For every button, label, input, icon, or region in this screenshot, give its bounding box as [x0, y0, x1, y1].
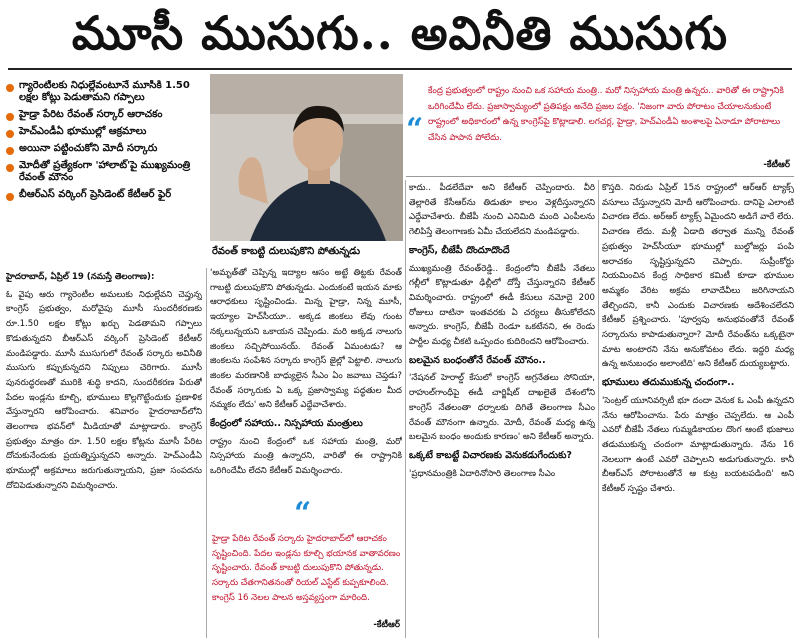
bullet-dot-icon [6, 193, 14, 201]
column-divider [206, 268, 207, 638]
column-4-text-2: 'సెంట్రల్ యూనివర్సిటీ భూ దందా వెనుక ఓ ఎంపీ ఉన్నదని నేను ఆరోపించాను. పేరు మాత్రం చెప్పలేదు. ఆ ఎంపీ ఎవరో బీజేపీ నేతలు గుమ్మడికాయల దొంగ ఆంటే భుజాలు తడుముకున్న చందంగా మాట్లాడుతున్నారు. నేను 16 నెలలుగా ఉంటే ఎవరో చెప్పాలని అడుగుతున్నారు. కానీ బీఆర్ఎస్ పోరాటంతోనే ఆ కుట్ర బయటపడింది' అని కేటీఆర్ స్పష్టం చేశారు. [602, 395, 794, 495]
top-quote-text: కేంద్ర ప్రభుత్వంలో రాష్ట్రం నుంచి ఒక సహాయ మంత్రి.. మరో నిస్సహాయ మంత్రి ఉన్నరు.. వారితో ఈ రాష్ట్రానికి ఒరిగిందేమీ లేదు. ప్రజాస్వామ్యంలో ప్రతిపక్షం అనేది ప్రజల పక్షం. 'నిజంగా వారు పోరాటం చేయాలనుకుంటే రాష్ట్రంలో అధికారంలో ఉన్న కాంగ్రెస్‌పై కొట్లాడాలి. లగచర్ల, హైడ్రా, హెచ్‌ఎండీఏ అంశాలపై ఏనాడూ పోరాటాలు చేసిన పాపాన పోలేదు. [428, 86, 784, 143]
column-3-subhead-1: కాంగ్రెస్, బీజేపీ దొందూదొందే [409, 244, 510, 256]
column-2-quote: 'అమృత్‌తో చెప్పిన్న ఇద్యాల ఆసం అట్టే తిట్టకు రేవంత్ గాబట్టి దులుపుకొని పోతున్నడు. ఎందుకంటే ఇయన మాకు ఆరాధకులు సృష్టించిండు. మిన్న హైడ్రా, నిన్న మూసీ, ఇయ్యాల హెచ్‌సీయూ.. అక్కడ జింకలు లేవు గుంట నక్కలున్నయని ఒకాయన చెప్పిండు. మరి అక్కడ నాలుగు జింకలు సచ్చిపోయినయ్. రేవంత్ ఏమంటడు? ఆ జింకలను సంపేశిన సర్కారు కాంగ్రెస్ జైల్లో పెట్టాలి. నాలుగు జింకల మరణానికి బాధ్యులైన సీఎం ఏం జవాబు చెప్తడు? రేవంత్ సర్కారుకు ఏ ఒక్క ప్రజాస్వామ్య పద్ధతుల మీద నమ్మకం లేదు' అని కేటీఆర్ ఎద్దేవాచేశారు. [210, 268, 402, 411]
column-4-text: కొస్తది. నిరుడు ఏప్రిల్ 15న రాష్ట్రంలో ఆర్‌ఆర్ ట్యాక్స్ వసూలు చేస్తున్నారని మోదీ ఆరోపించారు. దానిపై ఎలాంటి విచారణ లేదు. అర్‌ఆర్ ట్యాక్స్ ఏమైందని అడిగే వారే లేరు. విచారణ లేదు. మళ్లీ ఏడాది తర్వాత మున్ని రేవంత్ ప్రభుత్వం హెచ్‌సీయూ భూముల్లో బుల్డోజర్లు పంపి అరాచకం సృష్టిస్తున్నదని చెప్పారు. సుప్రీంకోర్టు నియమించిన కేంద్ర సాధికార కమిటీ కూడా భూముల అమ్మకం వేరిట అక్రమ లావాదేవీలు జరిగినాయని తేల్చిందని, కానీ ఎందుకు విచారణకు ఆదేశించలేదని కేటీఆర్ ప్రశ్నించారు. 'పూర్వపు అనుభవంతోనే రేవంత్ సర్కారును కాపాడుతున్నారా? మోదీ రేవంత్‌ను ఒక్కటైనా మాట అంటారని నేను అనుకోవటం లేదు. ఇద్దరి మధ్య ఉన్న అనుబంధం అలాంటిది' అని కేటీఆర్ దుయ్యబట్టారు. [602, 183, 794, 370]
column-3-subhead-3: ఒక్కటే కాబట్టే విచారణకు వెనుకడుగేందుకు? [409, 449, 572, 461]
highlight-item: బీఆర్ఎస్ వర్కింగ్ ప్రెసిడెంట్ కేటీఆర్ ఫైర్ [6, 189, 206, 201]
column-3-text-2: ముఖ్యమంత్రి రేవంత్‌రెడ్డి.. కేంద్రంలోని బీజేపీ నేతలు గల్లీలో కొట్లాడుతూ ఢిల్లీలో దోస్తీ చేస్తున్నారని కేటీఆర్ విమర్శించారు. రాష్ట్రంలో ఈడీ కేసులు నమోదై 200 రోజులు దాటినా ఇంతవరకు ఏ చర్యలు తీసుకోలేదని అన్నారు. కాంగ్రెస్, బీజేపీ రెండూ ఒకటేనని, ఈ రెండు పార్టీల మధ్య చీకటి ఒప్పందం కుదిరిందని ఆరోపించారు. [409, 263, 595, 348]
column-4-subhead: భూములు తదుముకున్న చందంగా.. [602, 377, 735, 389]
column-divider [598, 180, 599, 638]
bullet-dot-icon [6, 147, 14, 155]
headline-rule [8, 68, 792, 70]
quote-mark-icon: “ [406, 112, 424, 147]
top-quote-sign: -కేటీఆర్ [763, 160, 790, 170]
column-3-text-3: 'నేషనల్ హెరాల్డ్ కేసులో కాంగ్రెస్ అగ్రనేతలు సోనియా, రాహుల్‌గాంధీపై ఈడీ చార్జిషీట్ దాఖలైతే దేశంలోని కాంగ్రెస్ నేతలంతా ధర్నాలకు దిగితే తెలంగాణ సీఎం రేవంత్ మౌనంగా ఉన్నారు. మోదీ, రేవంత్ మధ్య ఉన్న బలమైన బంధం అందుకు కారణం' అని కేటీఆర్ అన్నారు. [409, 373, 595, 443]
column-divider [405, 180, 406, 638]
column-3-subhead-2: బలమైన బంధంతోనే రేవంత్ మౌనం.. [409, 354, 546, 366]
speaker-photo [210, 74, 403, 241]
top-quote-box [406, 74, 794, 177]
bullet-dot-icon [6, 113, 14, 121]
highlight-item: అయినా పట్టించుకోని మోదీ సర్కారు [6, 143, 206, 155]
quote-mark-icon: “ [294, 496, 312, 531]
article-column-1 [6, 270, 202, 638]
highlight-item: హెచ్‌ఎండీఏ భూముల్లో ఆక్రమాలు [6, 126, 206, 138]
article-column-3 [409, 181, 595, 638]
highlights-list [6, 80, 206, 262]
column-2-text: రాష్ట్రం నుంచి కేంద్రంలో ఒక సహాయ మంత్రి, మరో నిస్సహాయ మంత్రి ఉన్నారని, వారితో ఈ రాష్ట్రానికి ఒరిగిందేమీ లేదని కేటీఆర్ విమర్శించారు. [210, 436, 402, 477]
column-3-text: కాదు.. పీడలేదేవా అని కేటీఆర్ చెప్పిందారు. వీరి తెల్లారితే కేసీఆర్‌ను తిడుతూ కాలం వెళ్లదీస్తున్నారని ఎద్దేవాచేశారు. బీజేపీ నుంచి ఎనిమిది మంది ఎంపీలను గెలిపిస్తే తెలంగాణకు ఏమీ చేయలేదని మండిపడ్డారు. [409, 183, 595, 238]
headline: మూసీ ముసుగు.. అవినీతి ముసుగు [71, 6, 729, 60]
highlight-item: గ్యారెంటీలకు నిధుల్లేవంటూనే మూసీకి 1.50 లక్షల కోట్లు పెడుతామని గప్పాలు [6, 80, 206, 104]
column-3-text-4: 'ప్రధానమంత్రికి ఏదారినోసారి తెలంగాణ సీఎం [409, 468, 556, 479]
bullet-dot-icon [6, 84, 14, 92]
bullet-dot-icon [6, 164, 14, 172]
bottom-quote-sign: -కేటీఆర్ [373, 620, 400, 630]
photo-caption: రేవంత్ కాబట్టి దులుపుకొని పోతున్నడు [212, 246, 361, 257]
column-1-text: ఓ వైపు ఆరు గ్యారెంటీల అమలుకు నిధుల్లేవని చెప్తున్న కాంగ్రెస్ ప్రభుత్వం, మరోవైపు మూసీ సుందరీకరణకు రూ.1.50 లక్షల కోట్లు ఖర్చు పెడతామని గప్పాలు కొడుతున్నదని బీఆర్ఎస్ వర్కింగ్ ప్రెసిడెంట్ కేటీఆర్ మండిపడ్డారు. మూసీ ముసుగులో రేవంత్ సర్కారు అవినీతి ముసుగు కప్పుకున్నదని నిప్పులు చెరిగారు. మూసీ పునరుద్ధరణతో మురికి శుద్ధి కాదని, సుందరీకరణ పేరుతో పేదల ఇండ్లను కూల్చి, భూములు కొల్లగొట్టేందుకు ప్రణాళిక వేస్తున్నారని ఆరోపించారు. శనివారం హైదరాబాద్‌లోని తెలంగాణ భవన్‌లో మీడియాతో మాట్లాడారు. కాంగ్రెస్ ప్రభుత్వం మాత్రం రూ. 1.50 లక్షల కోట్లను మూసీ పేరిట దోచుకునేందుకు ప్రయత్నిస్తున్నదని అన్నారు. హెచ్‌ఎండీఏ భూముల్లో అక్రమాలు జరుగుతున్నాయని, ప్రజా సంపదను దోచిపెడుతున్నారని విమర్శించారు. [6, 289, 202, 491]
article-column-4 [602, 181, 794, 638]
dateline: హైదరాబాద్, ఏప్రిల్ 19 (నమస్తే తెలంగాణ): [6, 272, 155, 282]
column-2-subhead: కేంద్రంలో సహాయ.. నిస్సహాయ మంత్రులు [210, 418, 363, 430]
article-column-2 [210, 266, 402, 494]
bullet-dot-icon [6, 130, 14, 138]
highlight-item: హైడ్రా పేరిట రేవంత్ సర్కార్ ఆరాచకం [6, 109, 206, 121]
bottom-quote-box [210, 496, 404, 632]
highlight-item: మోదీతో ప్రత్యేకంగా 'హాలాట్'పై ముఖ్యమంత్రి రేవంత్ మౌనం [6, 160, 206, 184]
bottom-quote-text: హైడ్రా పేరిట రేవంత్ సర్కారు హైదరాబాద్‌లో ఆరాచకం సృష్టించింది. పేదల ఇండ్లను కూల్చి భయానక వాతావరణం సృష్టించారు. రేవంత్ కాబట్టి దులుపుకొని పోతున్నడు. సర్కారు చేతగానితనంతో రియల్ ఎస్టేట్ కుప్పకూలింది. కాంగ్రెస్ 16 నెలల పాలన అస్తవ్యస్తంగా మారింది. [212, 534, 401, 603]
